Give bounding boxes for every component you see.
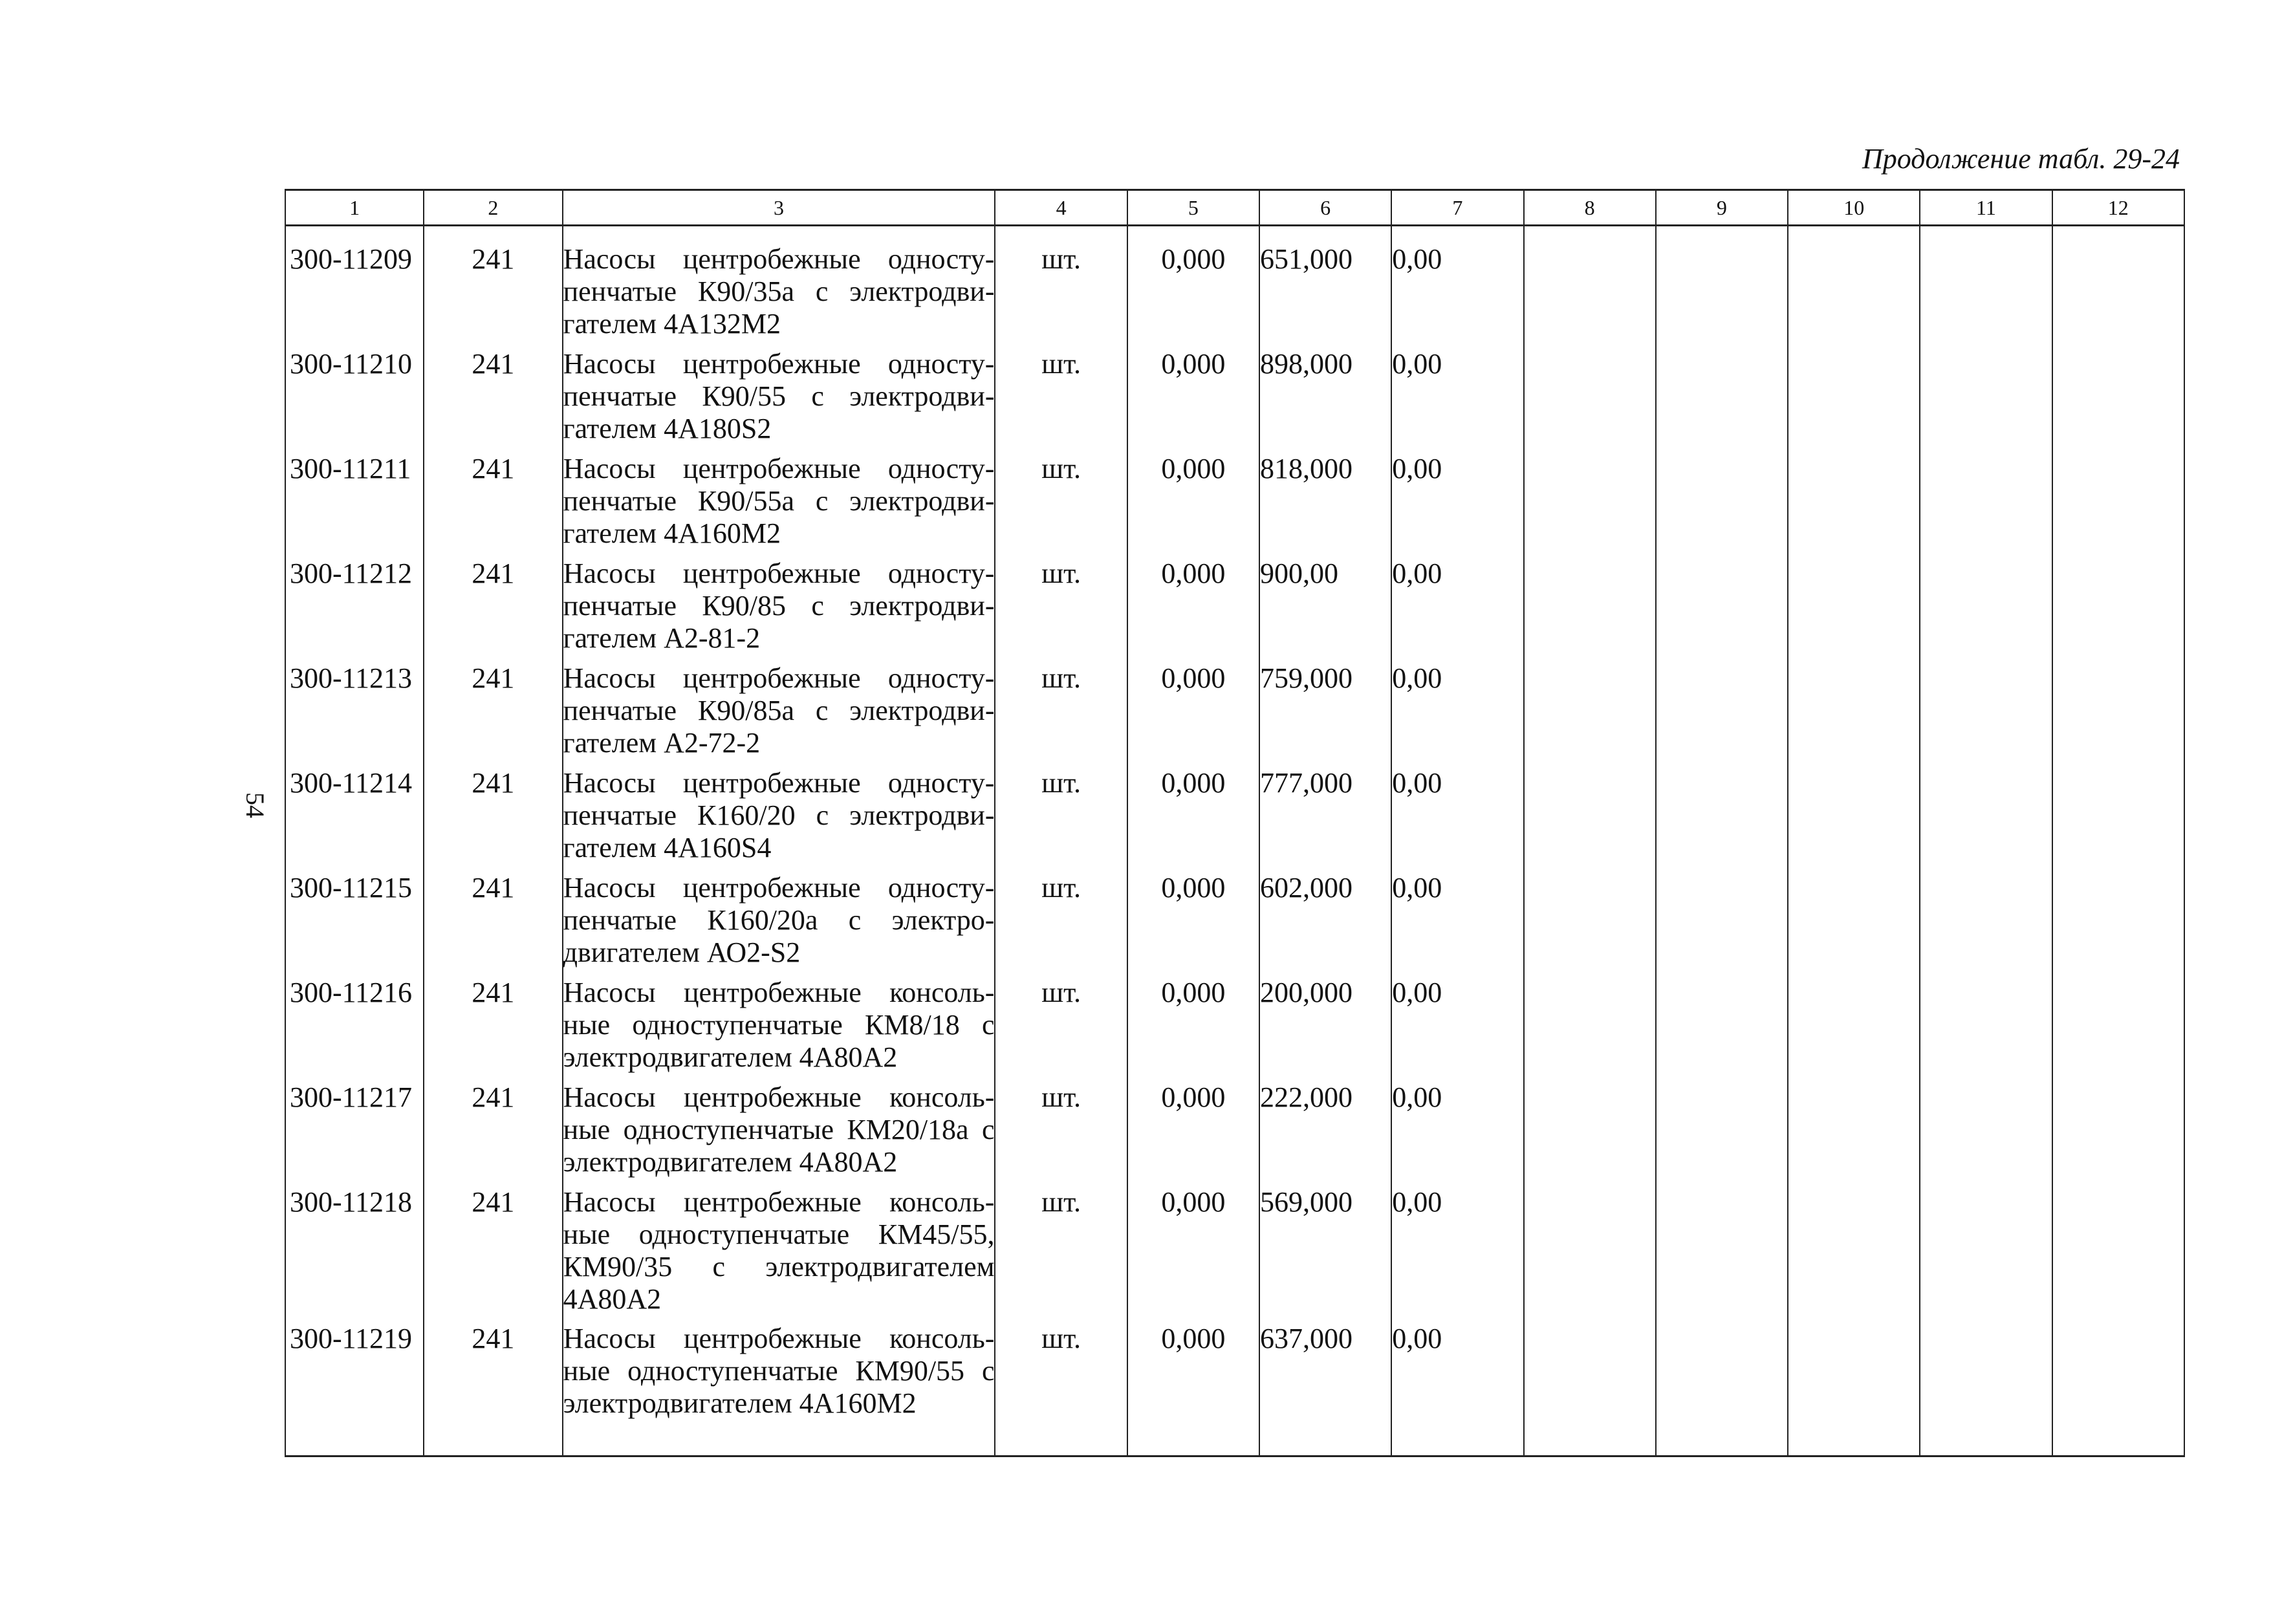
unit-of-measure: шт.: [995, 449, 1127, 554]
table-row: [285, 1182, 2184, 1319]
resource-description: Насосы центробежные односту-пенчатые К90/85а с электродви-гателем А2-72-2: [563, 658, 995, 763]
resource-code: 300-11209: [285, 226, 424, 345]
column-header: 10: [1788, 190, 1920, 226]
header-row: [285, 190, 2184, 226]
value-col-5: 0,000: [1127, 868, 1259, 973]
resource-description: Насосы центробежные односту-пенчатые К90/85 с электродви-гателем А2-81-2: [563, 554, 995, 658]
resource-description: Насосы центробежные односту-пенчатые К160/20 с электродви-гателем 4А160S4: [563, 763, 995, 868]
empty-cell: [1920, 554, 2052, 658]
empty-cell: [2052, 763, 2184, 868]
value-col-6: 900,00: [1259, 554, 1391, 658]
resource-description: Насосы центробежные консоль-ные одноступенчатые КМ20/18а с электродвигателем 4А80А2: [563, 1077, 995, 1182]
resource-description: Насосы центробежные консоль-ные одноступенчатые КМ45/55, КМ90/35 с электродвигателем 4А80А2: [563, 1182, 995, 1319]
empty-cell: [1920, 449, 2052, 554]
table-row: [285, 1077, 2184, 1182]
value-col-6: 200,000: [1259, 973, 1391, 1077]
empty-cell: [1920, 1182, 2052, 1319]
empty-cell: [1656, 449, 1788, 554]
price-table: [285, 189, 2185, 1457]
column-header: 12: [2052, 190, 2184, 226]
value-col-5: 0,000: [1127, 763, 1259, 868]
group-number: 241: [424, 1319, 562, 1456]
empty-cell: [1920, 1077, 2052, 1182]
empty-cell: [2052, 449, 2184, 554]
value-col-7: 0,00: [1391, 344, 1523, 449]
value-col-7: 0,00: [1391, 449, 1523, 554]
empty-cell: [1920, 868, 2052, 973]
group-number: 241: [424, 658, 562, 763]
resource-code: 300-11218: [285, 1182, 424, 1319]
value-col-7: 0,00: [1391, 1077, 1523, 1182]
empty-cell: [1524, 449, 1656, 554]
value-col-7: 0,00: [1391, 973, 1523, 1077]
resource-description: Насосы центробежные односту-пенчатые К90/55 с электродви-гателем 4А180S2: [563, 344, 995, 449]
empty-cell: [1788, 449, 1920, 554]
empty-cell: [1920, 1319, 2052, 1456]
resource-code: 300-11215: [285, 868, 424, 973]
table-row: [285, 1319, 2184, 1456]
empty-cell: [2052, 554, 2184, 658]
empty-cell: [1524, 763, 1656, 868]
resource-code: 300-11216: [285, 973, 424, 1077]
group-number: 241: [424, 763, 562, 868]
column-header: 7: [1391, 190, 1523, 226]
value-col-7: 0,00: [1391, 868, 1523, 973]
empty-cell: [1656, 344, 1788, 449]
group-number: 241: [424, 1182, 562, 1319]
column-header: 2: [424, 190, 562, 226]
empty-cell: [2052, 1077, 2184, 1182]
value-col-5: 0,000: [1127, 554, 1259, 658]
value-col-5: 0,000: [1127, 449, 1259, 554]
unit-of-measure: шт.: [995, 1077, 1127, 1182]
resource-code: 300-11213: [285, 658, 424, 763]
table-row: [285, 226, 2184, 345]
resource-description: Насосы центробежные односту-пенчатые К90/35а с электродви-гателем 4А132М2: [563, 226, 995, 345]
empty-cell: [2052, 868, 2184, 973]
value-col-5: 0,000: [1127, 226, 1259, 345]
empty-cell: [1788, 1077, 1920, 1182]
column-header: 4: [995, 190, 1127, 226]
resource-description: Насосы центробежные консоль-ные одноступенчатые КМ8/18 с электродвигателем 4А80А2: [563, 973, 995, 1077]
unit-of-measure: шт.: [995, 973, 1127, 1077]
empty-cell: [1656, 763, 1788, 868]
empty-cell: [1524, 1182, 1656, 1319]
empty-cell: [1788, 763, 1920, 868]
resource-description: Насосы центробежные односту-пенчатые К90/55а с электродви-гателем 4А160М2: [563, 449, 995, 554]
table-continuation-caption: Продолжение табл. 29-24: [1862, 143, 2180, 175]
empty-cell: [1920, 763, 2052, 868]
value-col-6: 777,000: [1259, 763, 1391, 868]
value-col-6: 569,000: [1259, 1182, 1391, 1319]
column-header: 3: [563, 190, 995, 226]
value-col-5: 0,000: [1127, 1182, 1259, 1319]
empty-cell: [1524, 1319, 1656, 1456]
column-header: 6: [1259, 190, 1391, 226]
table-row: [285, 449, 2184, 554]
value-col-7: 0,00: [1391, 554, 1523, 658]
unit-of-measure: шт.: [995, 1182, 1127, 1319]
table-row: [285, 763, 2184, 868]
empty-cell: [1524, 226, 1656, 345]
group-number: 241: [424, 449, 562, 554]
value-col-6: 898,000: [1259, 344, 1391, 449]
empty-cell: [1524, 658, 1656, 763]
empty-cell: [1656, 226, 1788, 345]
empty-cell: [1788, 973, 1920, 1077]
empty-cell: [1920, 658, 2052, 763]
resource-description: Насосы центробежные односту-пенчатые К160/20а с электро-двигателем АО2-S2: [563, 868, 995, 973]
empty-cell: [1920, 226, 2052, 345]
resource-code: 300-11219: [285, 1319, 424, 1456]
value-col-6: 759,000: [1259, 658, 1391, 763]
empty-cell: [1920, 973, 2052, 1077]
empty-cell: [1788, 658, 1920, 763]
empty-cell: [1524, 868, 1656, 973]
unit-of-measure: шт.: [995, 868, 1127, 973]
empty-cell: [1524, 344, 1656, 449]
empty-cell: [1524, 973, 1656, 1077]
value-col-6: 818,000: [1259, 449, 1391, 554]
group-number: 241: [424, 868, 562, 973]
value-col-5: 0,000: [1127, 658, 1259, 763]
empty-cell: [1656, 1319, 1788, 1456]
empty-cell: [1656, 658, 1788, 763]
group-number: 241: [424, 554, 562, 658]
column-header: 11: [1920, 190, 2052, 226]
column-header: 8: [1524, 190, 1656, 226]
group-number: 241: [424, 973, 562, 1077]
value-col-7: 0,00: [1391, 658, 1523, 763]
group-number: 241: [424, 226, 562, 345]
table-row: [285, 973, 2184, 1077]
unit-of-measure: шт.: [995, 554, 1127, 658]
empty-cell: [1656, 1077, 1788, 1182]
empty-cell: [1656, 1182, 1788, 1319]
empty-cell: [2052, 344, 2184, 449]
empty-cell: [1788, 868, 1920, 973]
resource-description: Насосы центробежные консоль-ные одноступенчатые КМ90/55 с электродвигателем 4А160М2: [563, 1319, 995, 1456]
empty-cell: [2052, 973, 2184, 1077]
value-col-6: 651,000: [1259, 226, 1391, 345]
group-number: 241: [424, 344, 562, 449]
empty-cell: [2052, 1319, 2184, 1456]
value-col-6: 637,000: [1259, 1319, 1391, 1456]
column-header: 1: [285, 190, 424, 226]
resource-code: 300-11210: [285, 344, 424, 449]
column-header: 5: [1127, 190, 1259, 226]
empty-cell: [1656, 868, 1788, 973]
empty-cell: [1524, 554, 1656, 658]
resource-code: 300-11217: [285, 1077, 424, 1182]
value-col-5: 0,000: [1127, 1077, 1259, 1182]
value-col-7: 0,00: [1391, 763, 1523, 868]
value-col-6: 602,000: [1259, 868, 1391, 973]
empty-cell: [1788, 226, 1920, 345]
value-col-7: 0,00: [1391, 1319, 1523, 1456]
column-header: 9: [1656, 190, 1788, 226]
empty-cell: [1788, 554, 1920, 658]
resource-code: 300-11211: [285, 449, 424, 554]
unit-of-measure: шт.: [995, 344, 1127, 449]
empty-cell: [1788, 1182, 1920, 1319]
empty-cell: [2052, 226, 2184, 345]
empty-cell: [1656, 973, 1788, 1077]
table-row: [285, 554, 2184, 658]
value-col-5: 0,000: [1127, 1319, 1259, 1456]
unit-of-measure: шт.: [995, 1319, 1127, 1456]
table-row: [285, 344, 2184, 449]
value-col-5: 0,000: [1127, 344, 1259, 449]
unit-of-measure: шт.: [995, 763, 1127, 868]
group-number: 241: [424, 1077, 562, 1182]
unit-of-measure: шт.: [995, 658, 1127, 763]
page-number: 54: [241, 792, 270, 818]
empty-cell: [1524, 1077, 1656, 1182]
value-col-7: 0,00: [1391, 226, 1523, 345]
resource-code: 300-11214: [285, 763, 424, 868]
empty-cell: [2052, 1182, 2184, 1319]
empty-cell: [1920, 344, 2052, 449]
empty-cell: [1656, 554, 1788, 658]
unit-of-measure: шт.: [995, 226, 1127, 345]
empty-cell: [2052, 658, 2184, 763]
value-col-7: 0,00: [1391, 1182, 1523, 1319]
empty-cell: [1788, 344, 1920, 449]
table-row: [285, 658, 2184, 763]
table-row: [285, 868, 2184, 973]
value-col-6: 222,000: [1259, 1077, 1391, 1182]
value-col-5: 0,000: [1127, 973, 1259, 1077]
resource-code: 300-11212: [285, 554, 424, 658]
empty-cell: [1788, 1319, 1920, 1456]
